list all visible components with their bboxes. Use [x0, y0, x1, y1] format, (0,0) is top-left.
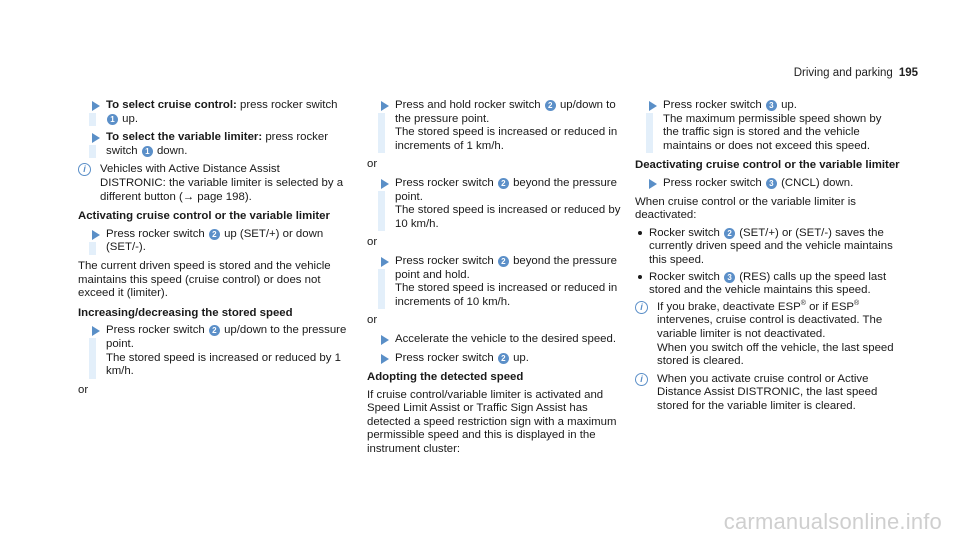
- info-note: [635, 373, 900, 414]
- step-text: press rocker switch: [106, 131, 328, 157]
- or-separator: or: [78, 383, 89, 396]
- item-number-badge: 2: [498, 256, 509, 267]
- or-separator: or: [367, 158, 378, 171]
- bullet-icon: [638, 275, 642, 279]
- step: [78, 228, 348, 255]
- registered-mark: ®: [800, 299, 806, 307]
- step: [635, 99, 900, 153]
- step-text: up.: [509, 351, 529, 364]
- step-lead: To select the variable limiter:: [106, 131, 263, 144]
- section-heading: Increasing/decreasing the stored speed: [78, 306, 293, 319]
- item-number-badge: 2: [724, 228, 735, 239]
- item-number-badge: 1: [107, 114, 118, 125]
- item-number-badge: 2: [545, 100, 556, 111]
- step: [367, 352, 627, 366]
- step-arrow-icon: [381, 101, 389, 111]
- item-number-badge: 2: [209, 229, 220, 240]
- item-number-badge: 3: [766, 100, 777, 111]
- step-arrow-icon: [381, 179, 389, 189]
- step-lead: To select cruise control:: [106, 99, 237, 111]
- step-text: Press rocker switch: [663, 99, 765, 111]
- step-arrow-icon: [649, 101, 657, 111]
- step-arrow-icon: [381, 335, 389, 345]
- bullet-text: Rocker switch: [649, 270, 724, 283]
- or-separator: or: [367, 314, 378, 327]
- page-header: [794, 67, 918, 81]
- info-icon: i: [635, 301, 648, 314]
- step-text: press: [236, 99, 272, 111]
- step-text: Press rocker switch: [663, 176, 765, 189]
- section-heading: Deactivating cruise control or the variable limiter: [635, 159, 900, 172]
- step-result: The stored speed is increased or reduced by 1 km/h.: [106, 351, 341, 378]
- bullet-text: Rocker switch: [649, 226, 724, 239]
- item-number-badge: 2: [209, 325, 220, 336]
- column-1: [78, 99, 348, 402]
- step-arrow-icon: [92, 230, 100, 240]
- step-arrow-icon: [92, 101, 100, 111]
- step-text: Press and hold rocker switch: [395, 99, 544, 111]
- step-text: beyond the pressure point and hold.: [395, 254, 617, 281]
- step-text: beyond the pressure point.: [395, 176, 617, 203]
- step-arrow-icon: [649, 179, 657, 189]
- section-heading: Adopting the detected speed: [367, 371, 524, 384]
- bullet-item: [635, 271, 900, 298]
- step-text: Accelerate the vehicle to the desired speed.: [395, 332, 616, 345]
- page-reference-link[interactable]: page 198).: [194, 190, 252, 203]
- page-ref-arrow: →: [182, 190, 195, 203]
- step-arrow-icon: [381, 354, 389, 364]
- bullet-text: (RES) calls up the speed last stored and the vehicle maintains this speed.: [649, 270, 887, 297]
- step-arrow-icon: [92, 326, 100, 336]
- note-text: When you switch off the vehicle, the last speed stored is cleared.: [657, 341, 894, 368]
- step: [367, 177, 627, 231]
- item-number-badge: 2: [498, 178, 509, 189]
- info-icon: i: [635, 373, 648, 386]
- step-text: Press rocker switch: [395, 254, 497, 267]
- paragraph: The current driven speed is stored and the vehicle maintains this speed (cruise control) or does not exceed it (limiter).: [78, 259, 331, 300]
- paragraph: When cruise control or the variable limiter is deactivated:: [635, 195, 856, 222]
- bullet-item: [635, 227, 900, 268]
- note-text: intervenes, cruise control is deactivated. The variable limiter is not deactivated.: [657, 314, 883, 340]
- watermark: carmanualsonline.info: [723, 509, 942, 534]
- item-number-badge: 3: [724, 272, 735, 283]
- step: [78, 99, 348, 126]
- item-number-badge: 1: [142, 146, 153, 157]
- step-arrow-icon: [92, 133, 100, 143]
- step-text: up.: [119, 112, 138, 125]
- bullet-text: (SET/+) or (SET/-) saves the currently driven speed and the vehicle maintains this speed.: [649, 226, 893, 266]
- note-text: If you brake, deactivate ESP: [657, 300, 801, 313]
- step-arrow-icon: [381, 257, 389, 267]
- step-text: up (SET/+) or down (SET/-).: [106, 227, 324, 254]
- info-icon: i: [78, 163, 91, 176]
- note-text: Vehicles with Active Distance Assist DISTRONIC: the variable limiter is selected by a different button (: [100, 163, 344, 203]
- step: [78, 324, 348, 378]
- note-text: When you activate cruise control or Active Distance Assist DISTRONIC, the last speed stored for the variable limiter is cleared.: [657, 372, 878, 412]
- step: [635, 177, 900, 191]
- paragraph: If cruise control/variable limiter is activated and Speed Limit Assist or Traffic Sign Assist has detected a speed restriction sign with a maximum permissible speed and this is displayed in the instrument cluster:: [367, 388, 617, 456]
- step: [367, 99, 627, 153]
- step-text: Press rocker switch: [106, 324, 208, 337]
- step-result: The stored speed is increased or reduced in increments of 10 km/h.: [395, 282, 618, 308]
- step: [367, 255, 627, 309]
- step-text: down.: [153, 144, 188, 157]
- section-heading: Activating cruise control or the variable limiter: [78, 210, 330, 223]
- step-text: up/down to the pressure point.: [395, 99, 616, 125]
- page-number: 195: [898, 67, 918, 79]
- item-number-badge: 2: [498, 353, 509, 364]
- step: [367, 333, 627, 347]
- step-result: The maximum permissible speed shown by the traffic sign is stored and the vehicle maintains or does not exceed this speed.: [663, 112, 882, 152]
- item-number-badge: 3: [766, 178, 777, 189]
- step-text: (CNCL) down.: [777, 176, 854, 189]
- step-text: up/down to the pressure point.: [106, 324, 347, 350]
- step: [78, 131, 348, 158]
- step-result: The stored speed is increased or reduced in increments of 1 km/h.: [395, 126, 618, 152]
- step-text: rocker switch: [271, 99, 338, 111]
- note-text: or if ESP: [805, 300, 855, 313]
- bullet-icon: [638, 231, 642, 235]
- info-note: [635, 301, 900, 369]
- section-title: Driving and parking: [793, 67, 893, 79]
- step-text: up.: [777, 99, 797, 111]
- step-text: Press rocker switch: [395, 351, 497, 364]
- or-separator: or: [367, 236, 378, 249]
- registered-mark: ®: [854, 299, 860, 307]
- step-text: Press rocker switch: [395, 176, 497, 189]
- info-note: [78, 163, 348, 204]
- step-text: Press rocker switch: [106, 227, 208, 240]
- column-3: [635, 99, 900, 417]
- column-2: [367, 99, 627, 461]
- step-result: The stored speed is increased or reduced by 10 km/h.: [395, 204, 621, 230]
